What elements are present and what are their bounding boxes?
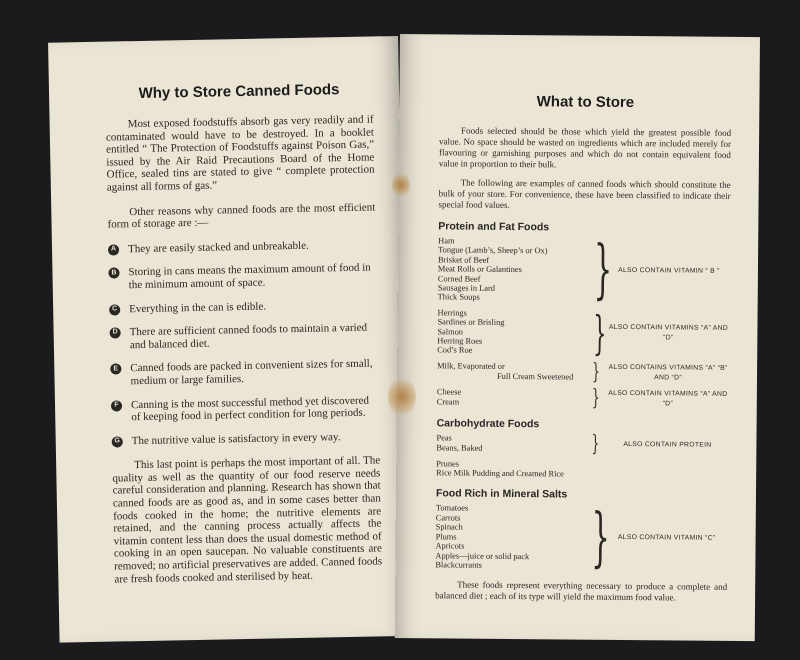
food-item: Herring Roes — [437, 336, 483, 346]
brace-icon: } — [591, 431, 600, 457]
right-page — [395, 34, 760, 641]
food-group — [436, 459, 728, 480]
food-item: Milk, Evaporated or — [437, 361, 505, 372]
reasons-list — [108, 238, 380, 448]
page-title-left: Why to Store Canned Foods — [138, 81, 340, 102]
reason-text: Storing in cans means the maximum amount of food in the minimum amount of space. — [128, 261, 371, 292]
food-item: Brisket of Beef — [437, 255, 490, 265]
section-heading-mineral: Food Rich in Mineral Salts — [435, 487, 568, 501]
food-item: Thick Soups — [437, 292, 480, 303]
food-item: Cream — [436, 397, 460, 407]
vitamin-note: ALSO CONTAIN VITAMIN “ B ” — [618, 266, 720, 275]
letter-badge: E — [110, 364, 121, 375]
brace-icon: } — [593, 305, 607, 360]
food-item: Full Cream Sweetened — [496, 371, 574, 382]
food-item: Peas — [436, 433, 452, 443]
list-item — [108, 238, 376, 256]
list-item — [112, 430, 380, 448]
food-item: Carrots — [435, 513, 461, 523]
reason-text: Everything in the can is edible. — [129, 300, 267, 315]
letter-badge: B — [108, 268, 119, 279]
section-heading-protein: Protein and Fat Foods — [438, 220, 550, 234]
reason-text: The nutritive value is satisfactory in every way. — [131, 430, 341, 447]
food-item: Cheese — [436, 387, 462, 398]
reason-text: Canned foods are packed in convenient sizes for small, medium or large families. — [130, 357, 373, 388]
brace-icon: } — [591, 500, 611, 575]
stain-mark — [392, 172, 410, 198]
reason-text: There are sufficient canned foods to maintain a varied and balanced diet. — [129, 321, 368, 351]
food-item: Beans, Baked — [436, 443, 483, 453]
list-item — [110, 322, 378, 352]
list-item — [108, 262, 376, 292]
food-item: Apples—juice or solid pack — [435, 550, 530, 561]
food-item: Tomatoes — [435, 503, 469, 514]
food-item: Herrings — [437, 308, 467, 318]
food-group — [437, 361, 729, 384]
food-group — [437, 387, 729, 410]
food-item: Prunes — [436, 459, 460, 469]
food-item: Blackcurrants — [435, 560, 482, 570]
reason-text: Canning is the most successful method yet discovered of keeping food in perfect condition for long periods. — [130, 394, 370, 424]
intro-paragraph: Most exposed foodstuffs absorb gas very readily and if contaminated would have to be destroyed. In a booklet entitled “ The Protection of Foodstuffs against Poison Gas,” issued by the Air Raid Precautions Board of the Home Office, sealed tins are stated to give “ complete protection against all forms of gas.” — [105, 113, 375, 194]
closing-paragraph-left: This last point is perhaps the most important of all. The quality as well as the quantity of our food reserve needs careful consideration and planning. Research has shown that canned foods are as good as, and in some cases better than foods cooked in the home; the nutritive elements are retained, and the canning process actually affects the vitamin content less than does the usual domestic method of cooking in an open saucepan. No valuable constituents are removed; no artificial preservatives are added. Canned foods are fresh foods cooked and sterilised by heat. — [112, 454, 383, 586]
list-item — [110, 358, 378, 388]
brace-icon: } — [593, 232, 613, 307]
letter-badge: F — [111, 400, 122, 411]
letter-badge: G — [112, 436, 123, 447]
letter-badge: A — [108, 244, 119, 255]
intro-paragraph-2: The following are examples of canned foods which should constitute the bulk of your store. For convenience, these have been classified to indicate their special food values. — [438, 177, 731, 210]
list-item — [111, 394, 379, 424]
letter-badge: C — [109, 304, 120, 315]
vitamin-note: ALSO CONTAIN VITAMINS “A” AND “D” — [608, 389, 728, 408]
food-group — [435, 500, 728, 575]
food-item: Apricots — [435, 541, 465, 551]
food-item: Cod’s Roe — [437, 345, 473, 356]
intro-paragraph-1: Foods selected should be those which yield the greatest possible food value. No space should be wasted on ingredients which are included merely for flavouring or garnishing purposes and which do not contain equivalent food value in proportion to their bulk. — [438, 125, 732, 170]
food-group — [436, 433, 728, 455]
food-group — [437, 232, 731, 307]
left-page — [48, 36, 409, 643]
vitamin-note: ALSO CONTAINS VITAMINS “A” “B” AND “D” — [608, 363, 728, 382]
stain-mark — [388, 376, 416, 418]
reasons-intro: Other reasons why canned foods are the most efficient form of storage are :— — [107, 201, 376, 231]
brace-icon: } — [591, 385, 600, 411]
list-item — [109, 298, 377, 316]
food-item: Corned Beef — [437, 273, 481, 284]
food-item: Plums — [435, 532, 457, 542]
food-item: Tongue (Lamb’s, Sheep’s or Ox) — [438, 245, 548, 256]
section-heading-carbohydrate: Carbohydrate Foods — [436, 417, 540, 431]
page-title-right: What to Store — [536, 93, 635, 112]
food-item: Rice Milk Pudding and Creamed Rice — [436, 468, 564, 479]
reason-text: They are easily stacked and unbreakable. — [127, 239, 309, 255]
vitamin-note: ALSO CONTAIN VITAMINS “A” AND “D” — [608, 324, 729, 342]
vitamin-note: ALSO CONTAIN PROTEIN — [623, 440, 712, 449]
brace-icon: } — [592, 359, 601, 385]
food-item: Meat Rolls or Galantines — [437, 264, 522, 275]
letter-badge: D — [110, 328, 121, 339]
food-item: Sausages in Lard — [437, 283, 496, 293]
food-group — [437, 305, 729, 360]
food-item: Spinach — [435, 522, 463, 532]
food-item: Salmon — [437, 326, 464, 337]
food-item: Sardines or Brisling — [437, 317, 505, 328]
closing-paragraph-right: These foods represent everything necessary to produce a complete and balanced diet ; each of its type will yield the maximum food value. — [435, 579, 728, 603]
vitamin-note: ALSO CONTAIN VITAMIN “C” — [617, 534, 716, 543]
food-item: Ham — [438, 236, 455, 246]
